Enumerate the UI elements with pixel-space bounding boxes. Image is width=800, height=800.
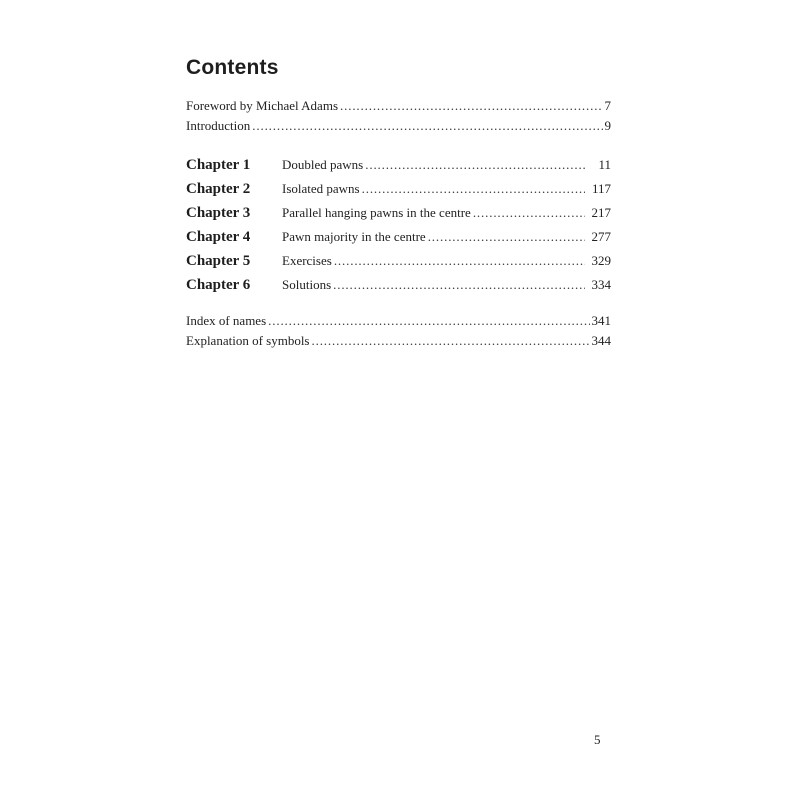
chapter-title: Parallel hanging pawns in the centre [282, 205, 471, 220]
toc-entry-chapter-6[interactable] [186, 273, 611, 297]
toc-entry-page: 334 [591, 277, 611, 292]
toc-entry-page: 11 [598, 157, 611, 172]
toc-entry-explanation-of-symbols[interactable] [186, 331, 611, 351]
toc-entry-page: 7 [604, 98, 611, 113]
dot-leader [340, 96, 602, 116]
dot-leader [473, 201, 585, 225]
toc-entry-label: Foreword by Michael Adams [186, 98, 339, 113]
front-matter-list [186, 96, 611, 136]
toc-entry-page: 329 [591, 253, 611, 268]
toc-entry-page: 341 [591, 313, 611, 328]
chapter-number: Chapter 6 [186, 277, 251, 293]
dot-leader [334, 249, 585, 273]
dot-leader [365, 153, 585, 177]
dot-leader [362, 177, 585, 201]
chapter-title: Doubled pawns [282, 157, 364, 172]
chapter-title: Isolated pawns [282, 181, 360, 196]
chapter-number: Chapter 4 [186, 229, 251, 245]
chapter-number: Chapter 3 [186, 205, 251, 221]
dot-leader [268, 311, 589, 331]
page-number: 5 [594, 732, 601, 747]
toc-entry-introduction[interactable] [186, 116, 611, 136]
dot-leader [312, 331, 590, 351]
toc-entry-chapter-5[interactable] [186, 249, 611, 273]
chapter-number: Chapter 2 [186, 181, 251, 197]
dot-leader [333, 273, 585, 297]
toc-entry-label: Explanation of symbols [186, 333, 310, 348]
page-title: Contents [186, 56, 279, 79]
toc-entry-chapter-4[interactable] [186, 225, 611, 249]
toc-entry-page: 277 [591, 229, 611, 244]
toc-entry-label: Introduction [186, 118, 251, 133]
chapter-number: Chapter 5 [186, 253, 251, 269]
toc-entry-label: Index of names [186, 313, 267, 328]
toc-entry-chapter-2[interactable] [186, 177, 611, 201]
chapter-title: Solutions [282, 277, 332, 292]
toc-entry-index-of-names[interactable] [186, 311, 611, 331]
toc-entry-chapter-1[interactable] [186, 153, 611, 177]
toc-entry-foreword[interactable] [186, 96, 611, 116]
toc-entry-page: 9 [604, 118, 611, 133]
toc-entry-page: 117 [591, 181, 611, 196]
chapter-list [186, 153, 611, 297]
chapter-number: Chapter 1 [186, 157, 251, 173]
chapter-title: Pawn majority in the centre [282, 229, 426, 244]
dot-leader [252, 116, 602, 136]
toc-entry-chapter-3[interactable] [186, 201, 611, 225]
toc-entry-page: 217 [591, 205, 611, 220]
back-matter-list [186, 311, 611, 351]
toc-entry-page: 344 [591, 333, 611, 348]
dot-leader [428, 225, 585, 249]
chapter-title: Exercises [282, 253, 332, 268]
